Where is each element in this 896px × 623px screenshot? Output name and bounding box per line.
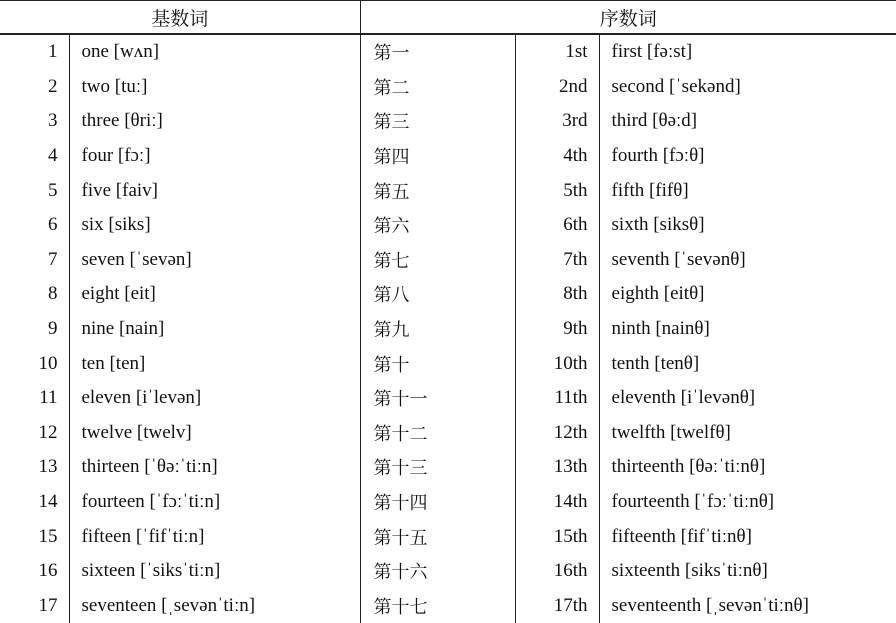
table-row	[0, 104, 896, 139]
cardinal-word: ten [ten]	[69, 346, 360, 381]
ordinal-word: tenth [tenθ]	[611, 352, 700, 374]
ordinal-word: ninth [nainθ]	[611, 318, 710, 340]
cardinal-header: 基数词	[0, 1, 360, 35]
ordinal-word: seventh [ˈsevənθ]	[611, 248, 746, 270]
table-row	[0, 346, 896, 381]
ordinal-abbreviation: 6th	[515, 208, 599, 243]
chinese-ordinal: 第一	[360, 34, 515, 70]
ordinal-header: 序数词	[360, 1, 896, 35]
row-number: 13	[0, 450, 69, 485]
table-row	[0, 139, 896, 174]
header-row	[0, 1, 896, 35]
ordinal-abbreviation: 12th	[515, 416, 599, 451]
cardinal-word: nine [nain]	[69, 312, 360, 347]
row-number: 11	[0, 381, 69, 416]
ordinal-abbreviation: 4th	[515, 139, 599, 174]
ordinal-word: twelfth [twelfθ]	[611, 421, 731, 443]
row-number: 9	[0, 312, 69, 347]
cardinal-word: sixteen [ˈsiksˈtiːn]	[69, 554, 360, 589]
chinese-ordinal: 第五	[360, 173, 515, 208]
ordinal-abbreviation: 7th	[515, 243, 599, 278]
ordinal-abbreviation: 11th	[515, 381, 599, 416]
row-number: 7	[0, 243, 69, 278]
row-number: 14	[0, 485, 69, 520]
table-row	[0, 277, 896, 312]
table-row	[0, 312, 896, 347]
row-number: 16	[0, 554, 69, 589]
row-number: 12	[0, 416, 69, 451]
row-number: 2	[0, 70, 69, 105]
table-row	[0, 173, 896, 208]
ordinal-abbreviation: 3rd	[515, 104, 599, 139]
table-row	[0, 554, 896, 589]
ordinal-word: sixteenth [siksˈtiːnθ]	[611, 560, 768, 582]
ordinal-abbreviation: 17th	[515, 589, 599, 623]
ordinal-abbreviation: 13th	[515, 450, 599, 485]
ordinal-word: thirteenth [θəːˈtiːnθ]	[611, 456, 766, 478]
ordinal-word: fifteenth [fifˈtiːnθ]	[611, 525, 752, 547]
chinese-ordinal: 第十五	[360, 519, 515, 554]
chinese-ordinal: 第三	[360, 104, 515, 139]
chinese-ordinal: 第十	[360, 346, 515, 381]
cardinal-word: six [siks]	[69, 208, 360, 243]
chinese-ordinal: 第十三	[360, 450, 515, 485]
ordinal-word: fifth [fifθ]	[611, 179, 689, 201]
ordinal-abbreviation: 8th	[515, 277, 599, 312]
chinese-ordinal: 第七	[360, 243, 515, 278]
table-row	[0, 34, 896, 70]
ordinal-abbreviation: 1st	[515, 34, 599, 70]
cardinal-word: eleven [iˈlevən]	[69, 381, 360, 416]
cardinal-word: thirteen [ˈθəːˈtiːn]	[69, 450, 360, 485]
table-row	[0, 208, 896, 243]
cardinal-word: seven [ˈsevən]	[69, 243, 360, 278]
table-header	[0, 1, 896, 35]
chinese-ordinal: 第十四	[360, 485, 515, 520]
cardinal-word: one [wʌn]	[69, 34, 360, 70]
chinese-ordinal: 第六	[360, 208, 515, 243]
cardinal-word: three [θriː]	[69, 104, 360, 139]
row-number: 6	[0, 208, 69, 243]
ordinal-abbreviation: 16th	[515, 554, 599, 589]
chinese-ordinal: 第八	[360, 277, 515, 312]
chinese-ordinal: 第十一	[360, 381, 515, 416]
ordinal-abbreviation: 9th	[515, 312, 599, 347]
chinese-ordinal: 第二	[360, 70, 515, 105]
table-row	[0, 450, 896, 485]
table-row	[0, 485, 896, 520]
ordinal-word: fourteenth [ˈfɔːˈtiːnθ]	[611, 491, 775, 513]
ordinal-abbreviation: 5th	[515, 173, 599, 208]
table-row	[0, 70, 896, 105]
row-number: 8	[0, 277, 69, 312]
ordinal-word: eleventh [iˈlevənθ]	[611, 387, 756, 409]
cardinal-word: two [tuː]	[69, 70, 360, 105]
cardinal-word: fourteen [ˈfɔːˈtiːn]	[69, 485, 360, 520]
row-number: 3	[0, 104, 69, 139]
row-number: 5	[0, 173, 69, 208]
table-row	[0, 381, 896, 416]
cardinal-word: seventeen [ˌsevənˈtiːn]	[69, 589, 360, 623]
table-row	[0, 243, 896, 278]
ordinal-word: first [fəːst]	[611, 41, 693, 63]
cardinal-word: twelve [twelv]	[69, 416, 360, 451]
ordinal-word: seventeenth [ˌsevənˈtiːnθ]	[611, 594, 809, 616]
row-number: 4	[0, 139, 69, 174]
cardinal-word: five [faiv]	[69, 173, 360, 208]
table-row	[0, 519, 896, 554]
ordinal-abbreviation: 15th	[515, 519, 599, 554]
ordinal-word: fourth [fɔːθ]	[611, 145, 705, 167]
row-number: 15	[0, 519, 69, 554]
table-row	[0, 589, 896, 623]
chinese-ordinal: 第四	[360, 139, 515, 174]
row-number: 1	[0, 34, 69, 70]
row-number: 10	[0, 346, 69, 381]
chinese-ordinal: 第九	[360, 312, 515, 347]
cardinal-word: four [fɔː]	[69, 139, 360, 174]
table-body	[0, 34, 896, 623]
chinese-ordinal: 第十二	[360, 416, 515, 451]
chinese-ordinal: 第十七	[360, 589, 515, 623]
table-row	[0, 416, 896, 451]
cardinal-word: fifteen [ˈfifˈtiːn]	[69, 519, 360, 554]
ordinal-word: second [ˈsekənd]	[611, 75, 741, 97]
row-number: 17	[0, 589, 69, 623]
ordinal-word: sixth [siksθ]	[611, 214, 705, 236]
cardinal-word: eight [eit]	[69, 277, 360, 312]
ordinal-word: eighth [eitθ]	[611, 283, 705, 305]
ordinal-abbreviation: 14th	[515, 485, 599, 520]
ordinal-word: third [θəːd]	[611, 110, 698, 132]
ordinal-abbreviation: 2nd	[515, 70, 599, 105]
ordinal-abbreviation: 10th	[515, 346, 599, 381]
chinese-ordinal: 第十六	[360, 554, 515, 589]
